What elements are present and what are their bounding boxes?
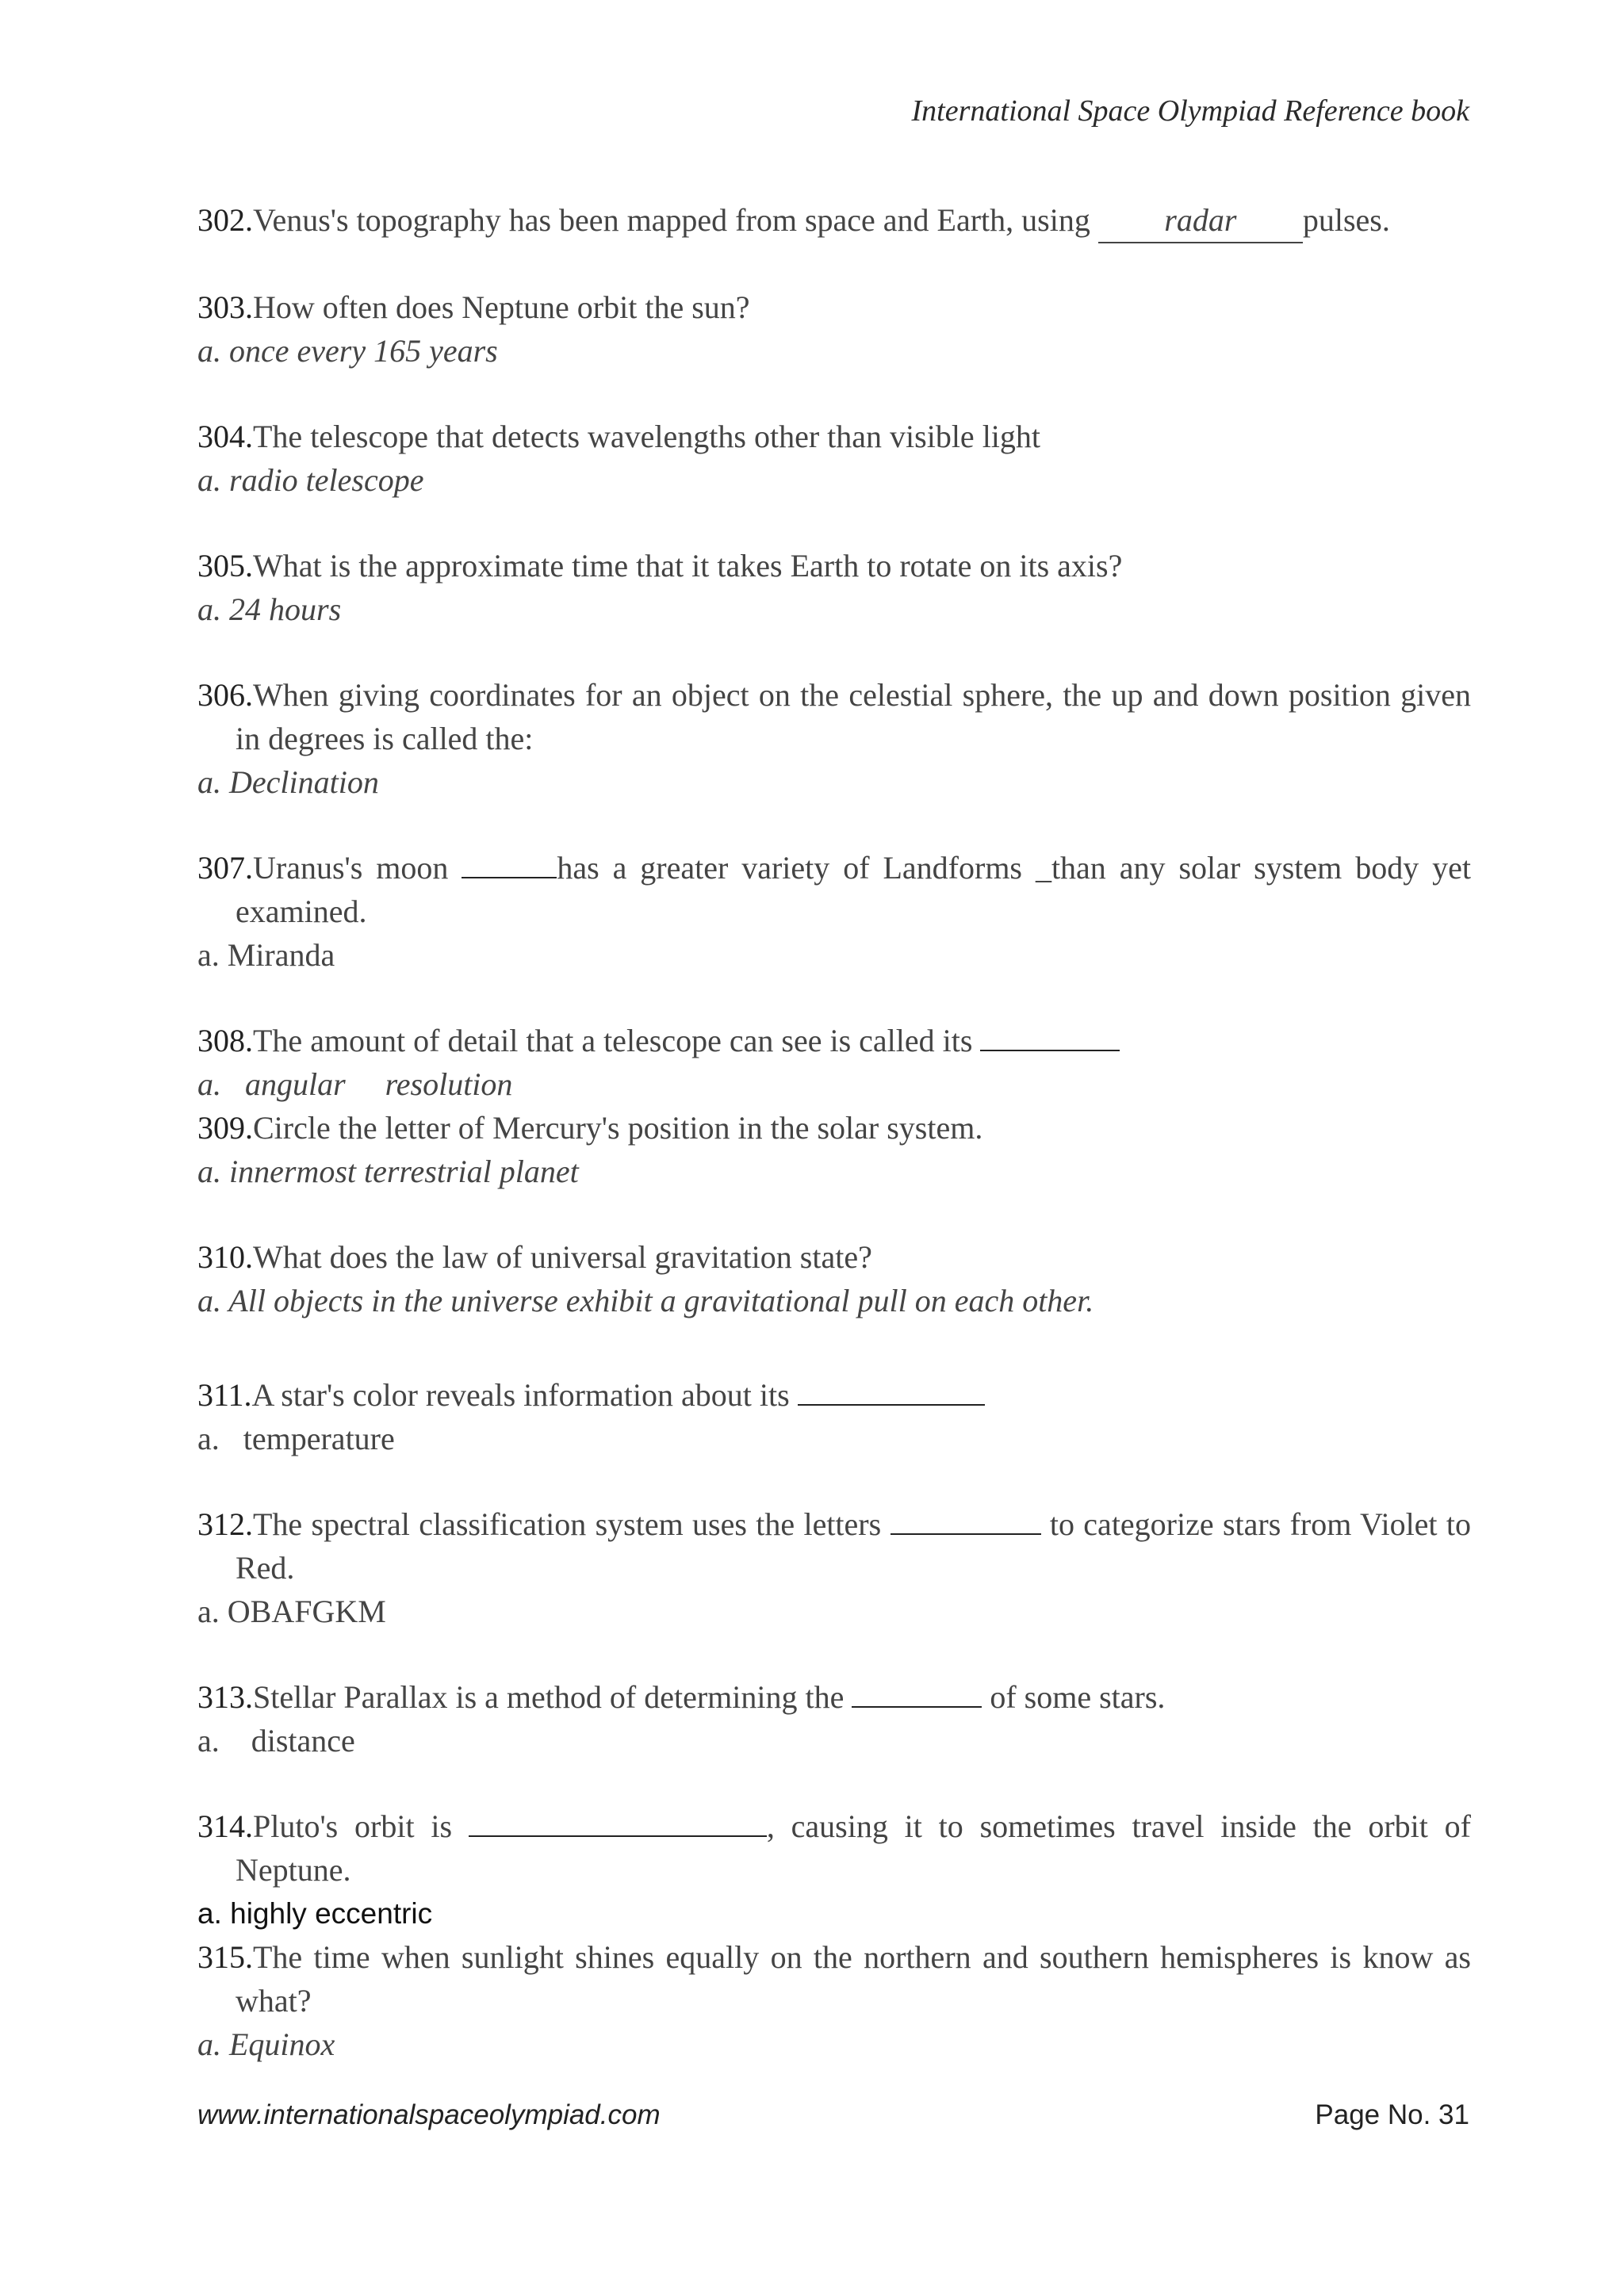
question-307 <box>197 846 1471 933</box>
question-number: 312. <box>197 1506 253 1542</box>
answer-307: a. Miranda <box>197 937 335 973</box>
question-number: 302. <box>197 202 253 238</box>
answer-blank <box>469 1808 767 1837</box>
question-number: 315. <box>197 1939 253 1975</box>
question-text-end: , causing it to sometimes travel inside the orbit of Neptune. <box>236 1808 1471 1888</box>
question-number: 306. <box>197 677 253 713</box>
question-number: 304. <box>197 419 253 454</box>
question-number: 311. <box>197 1377 252 1413</box>
answer-312: a. OBAFGKM <box>197 1594 386 1629</box>
answer-305: a. 24 hours <box>197 591 342 627</box>
answer-303: a. once every 165 years <box>197 333 498 369</box>
question-text: The amount of detail that a telescope can see is called its <box>253 1023 981 1058</box>
question-311 <box>197 1373 1471 1417</box>
question-list <box>197 198 1471 2066</box>
answer-314: a. highly eccentric <box>197 1897 433 1930</box>
footer-url: www.internationalspaceolympiad.com <box>197 2099 661 2130</box>
question-text-end: of some stars. <box>982 1679 1166 1715</box>
answer-313: a. distance <box>197 1723 355 1758</box>
question-text: Venus's topography has been mapped from space and Earth, using <box>253 202 1098 238</box>
question-number: 310. <box>197 1239 253 1275</box>
answer-blank <box>891 1506 1041 1535</box>
question-number: 305. <box>197 548 253 584</box>
answer-308: a. angular resolution <box>197 1066 513 1102</box>
question-text: When giving coordinates for an object on the celestial sphere, the up and down position given in degrees is called the: <box>236 677 1471 756</box>
question-306 <box>197 673 1471 760</box>
question-text: The spectral classification system uses the letters <box>253 1506 891 1542</box>
answer-309: a. innermost terrestrial planet <box>197 1154 579 1189</box>
question-312 <box>197 1502 1471 1590</box>
question-number: 307. <box>197 850 253 886</box>
question-number: 309. <box>197 1110 253 1146</box>
question-310 <box>197 1235 1471 1279</box>
question-303 <box>197 285 1471 329</box>
question-number: 313. <box>197 1679 253 1715</box>
question-text: A star's color reveals information about its <box>251 1377 798 1413</box>
answer-blank <box>852 1679 982 1708</box>
question-text: What is the approximate time that it takes Earth to rotate on its axis? <box>253 548 1123 584</box>
question-304 <box>197 415 1471 458</box>
question-text: The time when sunlight shines equally on the northern and southern hemispheres is know as what? <box>236 1939 1471 2019</box>
question-314 <box>197 1804 1471 1892</box>
answer-311: a. temperature <box>197 1421 395 1456</box>
question-text-end: pulses. <box>1302 202 1390 238</box>
question-text: How often does Neptune orbit the sun? <box>253 289 750 325</box>
question-315 <box>197 1935 1471 2022</box>
question-309 <box>197 1106 1471 1150</box>
question-305 <box>197 544 1471 587</box>
question-number: 314. <box>197 1808 253 1844</box>
question-313 <box>197 1675 1471 1719</box>
answer-315: a. Equinox <box>197 2026 335 2062</box>
answer-310: a. All objects in the universe exhibit a gravitational pull on each other. <box>197 1283 1094 1318</box>
question-text-end: to categorize stars from Violet to Red. <box>236 1506 1471 1586</box>
answer-306: a. Declination <box>197 764 379 800</box>
answer-304: a. radio telescope <box>197 462 424 498</box>
answer-blank <box>462 850 557 878</box>
question-308 <box>197 1019 1471 1062</box>
question-text: The telescope that detects wavelengths other than visible light <box>253 419 1041 454</box>
page-number: Page No. 31 <box>1315 2099 1469 2130</box>
question-text-end: has a greater variety of Landforms _than any solar system body yet examined. <box>236 850 1472 929</box>
question-text: Uranus's moon <box>253 850 462 886</box>
question-302 <box>197 198 1471 243</box>
answer-blank <box>980 1023 1120 1051</box>
question-number: 303. <box>197 289 253 325</box>
running-header: International Space Olympiad Reference book <box>911 94 1469 128</box>
fill-answer: radar <box>1098 198 1303 243</box>
question-text: What does the law of universal gravitation state? <box>253 1239 872 1275</box>
question-number: 308. <box>197 1023 253 1058</box>
question-text: Circle the letter of Mercury's position in the solar system. <box>253 1110 983 1146</box>
question-text: Pluto's orbit is <box>253 1808 469 1844</box>
answer-blank <box>798 1377 985 1406</box>
question-text: Stellar Parallax is a method of determining the <box>253 1679 852 1715</box>
